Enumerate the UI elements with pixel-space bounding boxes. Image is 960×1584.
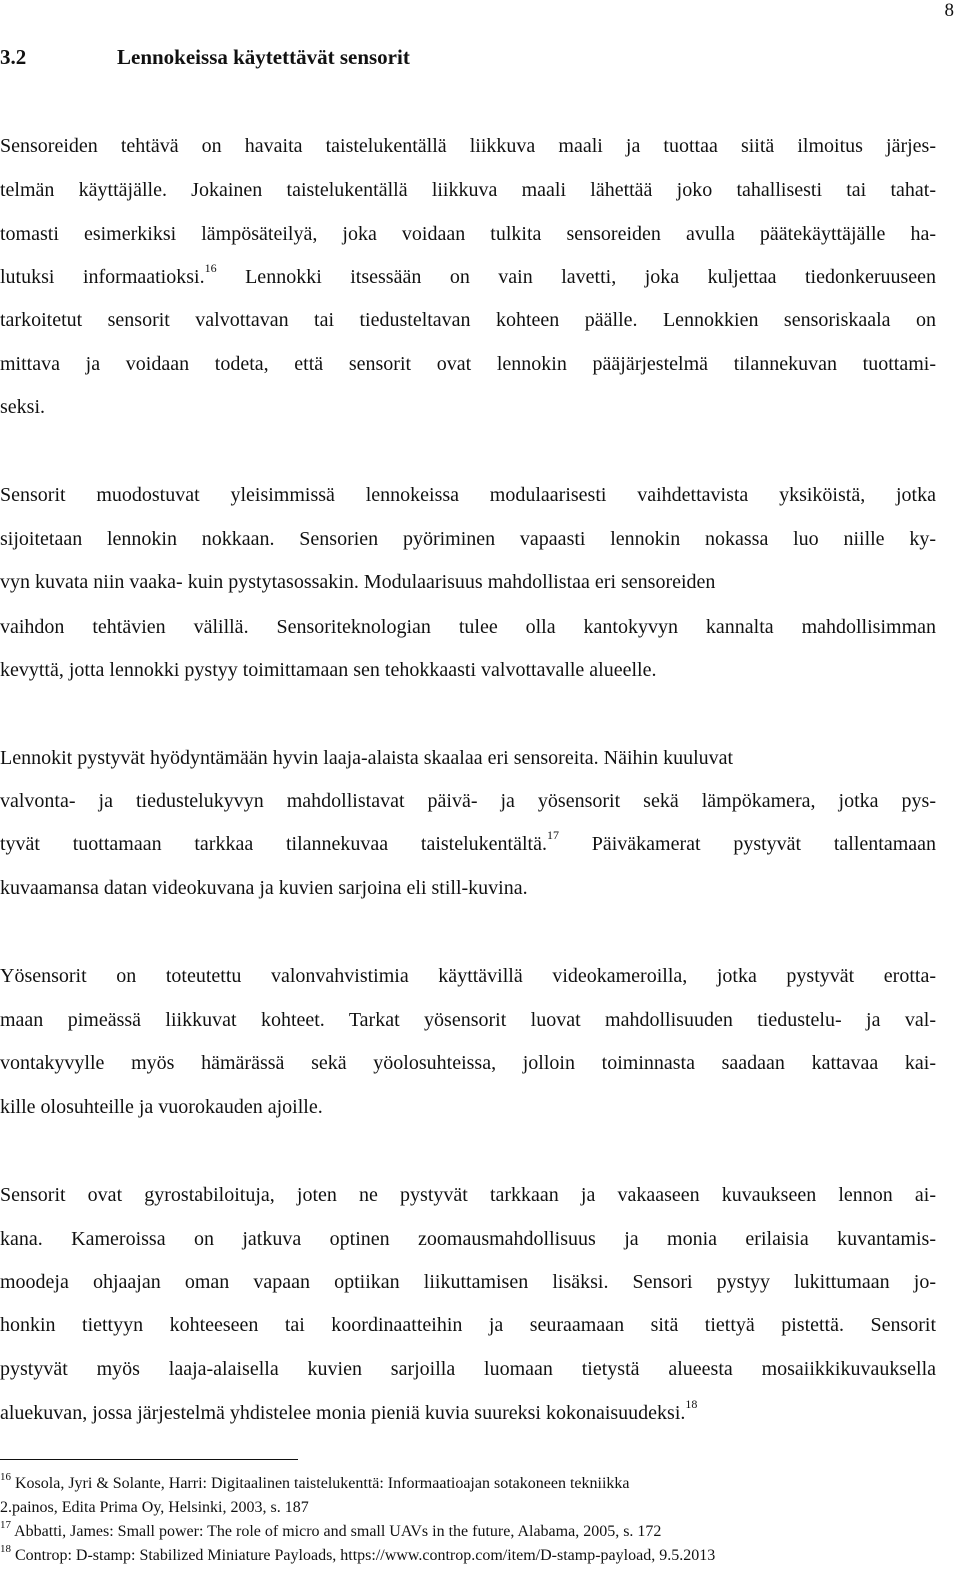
page-number: 8 (944, 0, 954, 21)
text-line: kuvaamansa datan videokuvana ja kuvien sarjoina eli still-kuvina. (0, 877, 528, 899)
text-line: vontakyvylle myös hämärässä sekä yöolosuhteissa, jolloin toiminnasta saadaan kattavaa kai- (0, 1052, 936, 1074)
text-line: pystyvät myös laaja-alaisella kuvien sarjoilla luomaan tietystä alueesta mosaiikkikuvauksella (0, 1358, 936, 1380)
text-line: maan pimeässä liikkuvat kohteet. Tarkat yösensorit luovat mahdollisuuden tiedustelu- ja val- (0, 1009, 936, 1031)
text-line: valvonta- ja tiedustelukyvyn mahdollistavat päivä- ja yösensorit sekä lämpökamera, jotka pys- (0, 790, 936, 812)
footnote-16 (0, 1470, 630, 1495)
footnote-number: 17 (0, 1518, 11, 1531)
text-line: Sensorit ovat gyrostabiloituja, joten ne pystyvät tarkkaan ja vakaaseen kuvaukseen lennon ai- (0, 1184, 936, 1206)
text-run: aluekuvan, jossa järjestelmä yhdistelee monia pieniä kuvia suureksi kokonaisuudeksi. (0, 1402, 686, 1424)
footnote-16-cont: 2.painos, Edita Prima Oy, Helsinki, 2003, s. 187 (0, 1499, 309, 1516)
section-number: 3.2 (0, 45, 27, 69)
footnote-text: Abbatti, James: Small power: The role of micro and small UAVs in the future, Alabama, 2005, s. 172 (14, 1523, 662, 1540)
text-line: kevyttä, jotta lennokki pystyy toimittamaan sen tehokkaasti valvottavalle alueelle. (0, 659, 657, 681)
text-line (0, 1391, 697, 1435)
text-line (0, 822, 936, 866)
footnote-separator (0, 1459, 298, 1460)
text-line: kana. Kameroissa on jatkuva optinen zoomausmahdollisuus ja monia erilaisia kuvantamis- (0, 1228, 936, 1250)
text-line: vyn kuvata niin vaaka- kuin pystytasossakin. Modulaarisuus mahdollistaa eri sensoreiden (0, 571, 716, 593)
text-line: mittava ja voidaan todeta, että sensorit ovat lennokin pääjärjestelmä tilannekuvan tuottami- (0, 353, 936, 375)
text-line: seksi. (0, 396, 45, 418)
footnote-number: 16 (0, 1470, 11, 1483)
text-line: Lennokit pystyvät hyödyntämään hyvin laaja-alaista skaalaa eri sensoreita. Näihin kuuluvat (0, 747, 734, 769)
footnote-ref: 17 (546, 828, 559, 843)
text-run: Päiväkamerat pystyvät tallentamaan (591, 833, 937, 855)
footnote-18 (0, 1542, 716, 1567)
text-run: Lennokki itsessään on vain lavetti, joka kuljettaa tiedonkeruuseen (245, 266, 937, 288)
text-run: lutuksi informaatioksi. (0, 266, 205, 288)
footnote-ref: 18 (685, 1397, 698, 1412)
footnote-text: Controp: D-stamp: Stabilized Miniature Payloads, https://www.controp.com/item/D-stamp-payload, 9.5.2013 (15, 1547, 716, 1564)
text-line: tomasti esimerkiksi lämpösäteilyä, joka voidaan tulkita sensoreiden avulla päätekäyttäjälle ha- (0, 223, 936, 245)
text-line (0, 255, 936, 299)
footnote-17 (0, 1518, 662, 1543)
text-run: tyvät tuottamaan tarkkaa tilannekuvaa taistelukentältä. (0, 833, 547, 855)
section-heading (0, 42, 410, 72)
footnote-number: 18 (0, 1542, 11, 1555)
text-line: Sensoreiden tehtävä on havaita taistelukentällä liikkuva maali ja tuottaa siitä ilmoitus järjes- (0, 135, 936, 157)
text-line: kille olosuhteille ja vuorokauden ajoille. (0, 1096, 323, 1118)
text-line: telmän käyttäjälle. Jokainen taistelukentällä liikkuva maali lähettää joko tahallisesti tai tahat- (0, 179, 936, 201)
footnote-ref: 16 (204, 261, 217, 276)
text-line: moodeja ohjaajan oman vapaan optiikan liikuttamisen lisäksi. Sensori pystyy lukittumaan jo- (0, 1271, 936, 1293)
text-line: Yösensorit on toteutettu valonvahvistimia käyttävillä videokameroilla, jotka pystyvät erotta- (0, 965, 936, 987)
text-line: honkin tiettyyn kohteeseen tai koordinaatteihin ja seuraamaan sitä tiettyä pistettä. Sensorit (0, 1314, 936, 1336)
text-line: sijoitetaan lennokin nokkaan. Sensorien pyöriminen vapaasti lennokin nokassa luo niille ky- (0, 528, 936, 550)
section-title: Lennokeissa käytettävät sensorit (117, 45, 410, 69)
footnote-text: Kosola, Jyri & Solante, Harri: Digitaalinen taistelukenttä: Informaatioajan sotakoneen tekniikka (15, 1475, 630, 1492)
text-line: tarkoitetut sensorit valvottavan tai tiedusteltavan kohteen päälle. Lennokkien sensoriskaala on (0, 309, 936, 331)
text-line: Sensorit muodostuvat yleisimmissä lennokeissa modulaarisesti vaihdettavista yksiköistä, jotka (0, 484, 936, 506)
text-line: vaihdon tehtävien välillä. Sensoriteknologian tulee olla kantokyvyn kannalta mahdollisimman (0, 616, 936, 638)
